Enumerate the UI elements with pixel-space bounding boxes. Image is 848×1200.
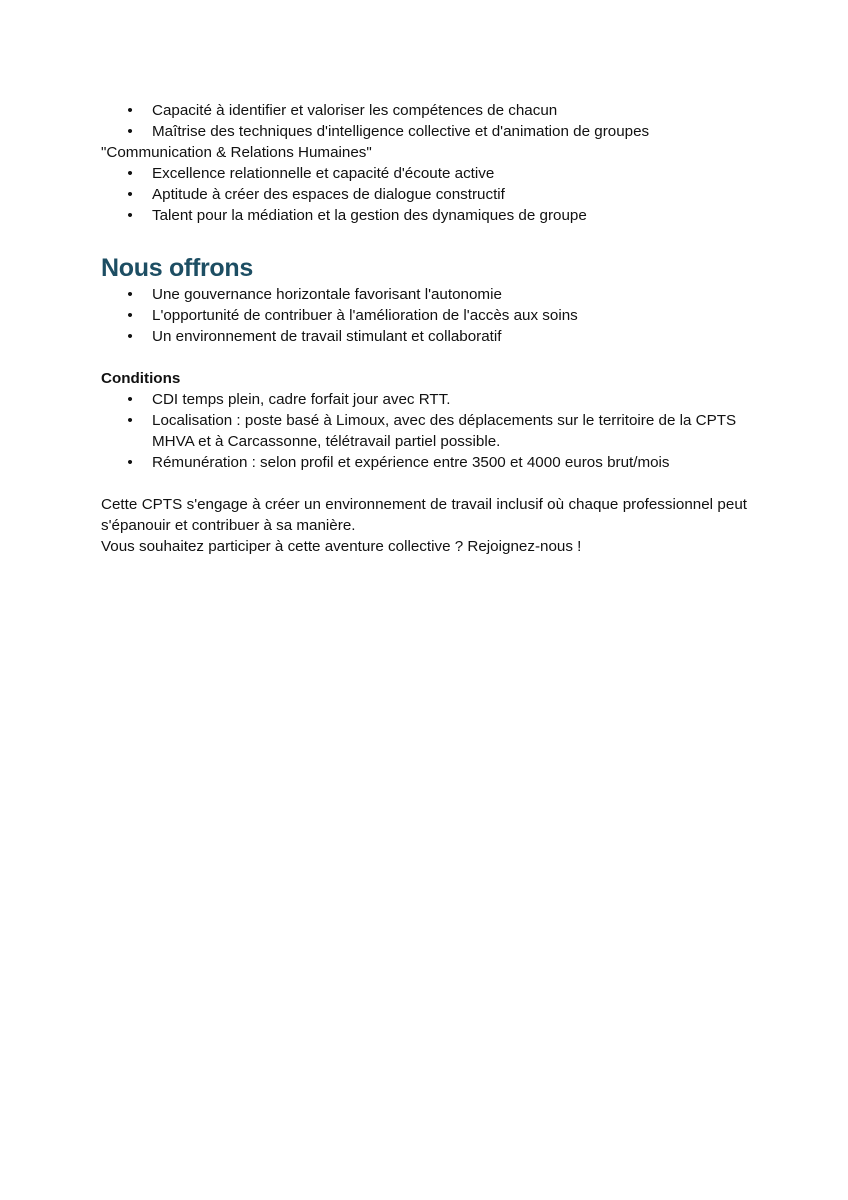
bullet-icon: • [127, 454, 133, 471]
list-item [101, 389, 747, 410]
conditions-list [101, 389, 747, 473]
closing-paragraph: Cette CPTS s'engage à créer un environnement de travail inclusif où chaque professionnel peut s'épanouir et contribuer à sa manière. [101, 496, 747, 534]
list-item-text: L'opportunité de contribuer à l'amélioration de l'accès aux soins [152, 307, 578, 324]
list-item-text: Rémunération : selon profil et expérience entre 3500 et 4000 euros brut/mois [152, 454, 670, 471]
bullet-icon: • [127, 307, 133, 324]
section-heading-offer: Nous offrons [101, 254, 253, 282]
list-item [101, 121, 747, 142]
document-page [101, 100, 747, 557]
list-item [101, 163, 747, 184]
list-item-text: Capacité à identifier et valoriser les compétences de chacun [152, 102, 558, 119]
call-to-action: Vous souhaitez participer à cette aventure collective ? Rejoignez-nous ! [101, 538, 582, 555]
bullet-icon: • [127, 412, 133, 429]
list-item-text: Maîtrise des techniques d'intelligence collective et d'animation de groupes [152, 123, 650, 140]
list-item-text: CDI temps plein, cadre forfait jour avec RTT. [152, 391, 451, 408]
bullet-icon: • [127, 391, 133, 408]
list-item [101, 100, 747, 121]
list-item [101, 184, 747, 205]
list-item [101, 284, 747, 305]
bullet-icon: • [127, 102, 133, 119]
list-item [101, 326, 747, 347]
skills-list-bottom [101, 163, 747, 226]
list-item-text: Excellence relationnelle et capacité d'écoute active [152, 165, 495, 182]
bullet-icon: • [127, 207, 133, 224]
subsection-label: "Communication & Relations Humaines" [101, 144, 372, 161]
bullet-icon: • [127, 123, 133, 140]
bullet-icon: • [127, 286, 133, 303]
skills-list-top [101, 100, 747, 142]
list-item-text: Une gouvernance horizontale favorisant l'autonomie [152, 286, 502, 303]
bullet-icon: • [127, 186, 133, 203]
section-heading-conditions: Conditions [101, 370, 181, 387]
list-item [101, 452, 747, 473]
list-item [101, 410, 747, 452]
offer-list [101, 284, 747, 347]
list-item [101, 305, 747, 326]
bullet-icon: • [127, 165, 133, 182]
bullet-icon: • [127, 328, 133, 345]
list-item-text: Localisation : poste basé à Limoux, avec des déplacements sur le territoire de la CPTS MHVA et à Carcassonne, télétravail partiel possible. [152, 412, 737, 450]
list-item [101, 205, 747, 226]
list-item-text: Un environnement de travail stimulant et collaboratif [152, 328, 502, 345]
list-item-text: Talent pour la médiation et la gestion des dynamiques de groupe [152, 207, 587, 224]
list-item-text: Aptitude à créer des espaces de dialogue constructif [152, 186, 505, 203]
